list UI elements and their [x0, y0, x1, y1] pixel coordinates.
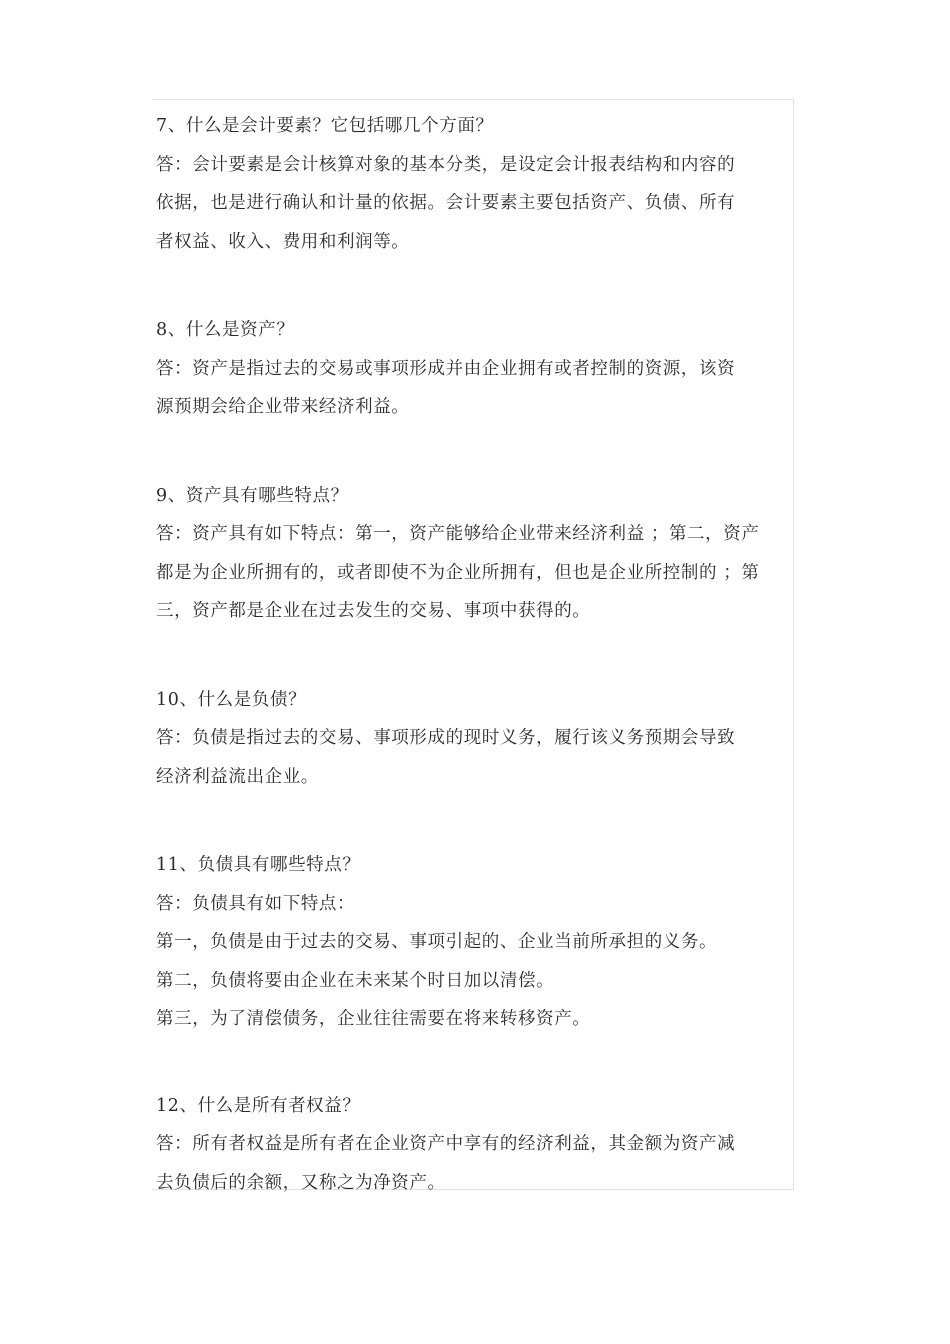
answer-line: 经济利益流出企业。	[156, 766, 319, 787]
question-title: 12、什么是所有者权益？	[156, 1095, 361, 1116]
answer-line: 答：会计要素是会计核算对象的基本分类，是设定会计报表结构和内容的	[156, 154, 736, 175]
answer-line: 三，资产都是企业在过去发生的交易、事项中获得的。	[156, 601, 591, 621]
qa-section-9	[156, 477, 796, 631]
question-title: 8、什么是资产？	[156, 320, 295, 340]
answer-line: 答：负债具有如下特点：	[156, 893, 356, 914]
qa-section-7	[156, 107, 796, 261]
answer-line: 第二，负债将要由企业在未来某个时日加以清偿。	[156, 970, 555, 991]
answer-line: 第三，为了清偿债务，企业往往需要在将来转移资产。	[156, 1009, 591, 1029]
answer-line: 第一，负债是由于过去的交易、事项引起的、企业当前所承担的义务。	[156, 932, 718, 952]
answer-line: 源预期会给企业带来经济利益。	[156, 397, 410, 417]
answer-line: 去负债后的余额，又称之为净资产。	[156, 1172, 446, 1193]
qa-section-12	[156, 1087, 796, 1203]
answer-line: 答：资产是指过去的交易或事项形成并由企业拥有或者控制的资源，该资	[156, 358, 736, 379]
qa-section-8	[156, 311, 796, 427]
question-title: 11、负债具有哪些特点？	[156, 855, 361, 875]
question-title: 7、什么是会计要素？它包括哪几个方面？	[156, 116, 494, 136]
answer-line: 答：负债是指过去的交易、事项形成的现时义务，履行该义务预期会导致	[156, 728, 736, 748]
answer-line: 答：所有者权益是所有者在企业资产中享有的经济利益，其金额为资产减	[156, 1134, 736, 1154]
answer-line: 依据，也是进行确认和计量的依据。会计要素主要包括资产、负债、所有	[156, 193, 736, 213]
answer-line: 者权益、收入、费用和利润等。	[156, 231, 410, 252]
answer-line: 答：资产具有如下特点：第一，资产能够给企业带来经济利益 ；第二，资产	[156, 524, 760, 544]
qa-section-10	[156, 681, 796, 797]
qa-section-11	[156, 846, 796, 1039]
question-title: 10、什么是负债？	[156, 689, 307, 710]
document-body	[156, 107, 796, 1202]
answer-line: 都是为企业所拥有的，或者即使不为企业所拥有，但也是企业所控制的 ；第	[156, 562, 760, 583]
question-title: 9、资产具有哪些特点？	[156, 485, 349, 506]
